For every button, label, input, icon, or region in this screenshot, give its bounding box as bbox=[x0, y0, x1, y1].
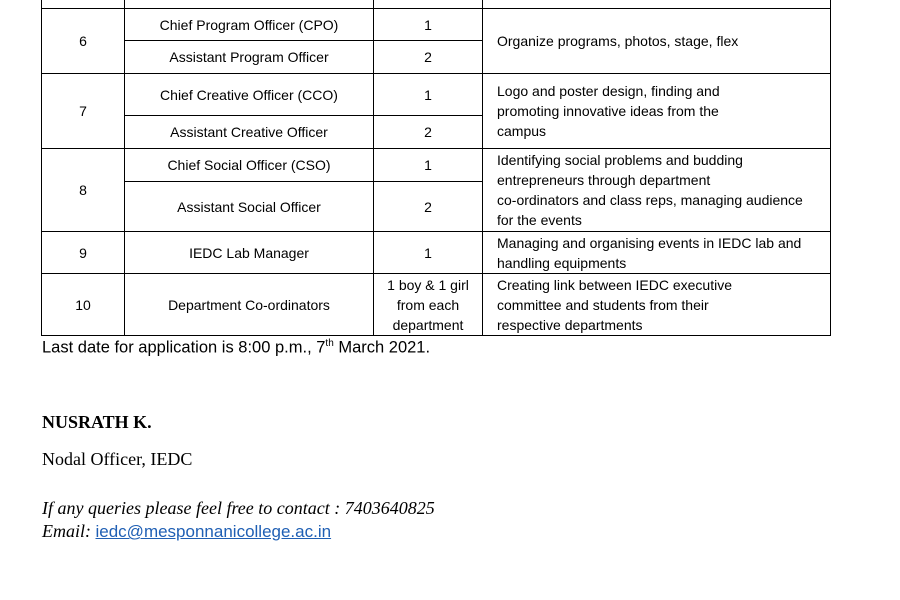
responsibility-description: Logo and poster design, finding and promoting innovative ideas from the campus bbox=[483, 74, 831, 149]
table-row bbox=[42, 9, 831, 41]
position-count: 1 bbox=[374, 149, 483, 182]
responsibility-description: Identifying social problems and budding entrepreneurs through department co-ordinators and class reps, managing audience for the events bbox=[483, 149, 831, 232]
email-link[interactable]: iedc@mesponnanicollege.ac.in bbox=[95, 522, 332, 541]
position-name: Department Co-ordinators bbox=[125, 274, 374, 336]
table-row bbox=[42, 0, 831, 9]
position-count: 2 bbox=[374, 116, 483, 149]
position-name: Chief Program Officer (CPO) bbox=[125, 9, 374, 41]
position-count: 1 bbox=[374, 9, 483, 41]
position-count: 1 bbox=[374, 232, 483, 274]
table-row bbox=[42, 274, 831, 336]
position-count: 2 bbox=[374, 182, 483, 232]
position-name: IEDC Lab Manager bbox=[125, 232, 374, 274]
last-date-note: Last date for application is 8:00 p.m., 7th March 2021. bbox=[42, 338, 431, 357]
position-name: Assistant Creative Officer bbox=[125, 116, 374, 149]
responsibility-description: Managing and organising events in IEDC lab and handling equipments bbox=[483, 232, 831, 274]
position-name: Assistant Program Officer bbox=[125, 41, 374, 74]
position-name: Assistant Social Officer bbox=[125, 182, 374, 232]
signatory-role: Nodal Officer, IEDC bbox=[42, 449, 193, 469]
row-number: 9 bbox=[42, 232, 125, 274]
table-row bbox=[42, 74, 831, 116]
table-row bbox=[42, 149, 831, 182]
row-number: 8 bbox=[42, 149, 125, 232]
table-row bbox=[42, 232, 831, 274]
row-number: 6 bbox=[42, 9, 125, 74]
contact-line: If any queries please feel free to contact : 7403640825 bbox=[42, 498, 435, 518]
position-count: 1 bbox=[374, 74, 483, 116]
email-line: Email: iedc@mesponnanicollege.ac.in bbox=[42, 521, 332, 541]
position-count: 2 bbox=[374, 41, 483, 74]
signatory-name: NUSRATH K. bbox=[42, 412, 152, 432]
responsibility-description: Creating link between IEDC executive committee and students from their respective departments bbox=[483, 274, 831, 336]
position-count: 1 boy & 1 girl from each department bbox=[374, 274, 483, 336]
position-name: Chief Creative Officer (CCO) bbox=[125, 74, 374, 116]
responsibility-description: Organize programs, photos, stage, flex bbox=[483, 9, 831, 74]
roles-table bbox=[41, 0, 831, 336]
row-number: 10 bbox=[42, 274, 125, 336]
row-number: 7 bbox=[42, 74, 125, 149]
position-name: Chief Social Officer (CSO) bbox=[125, 149, 374, 182]
